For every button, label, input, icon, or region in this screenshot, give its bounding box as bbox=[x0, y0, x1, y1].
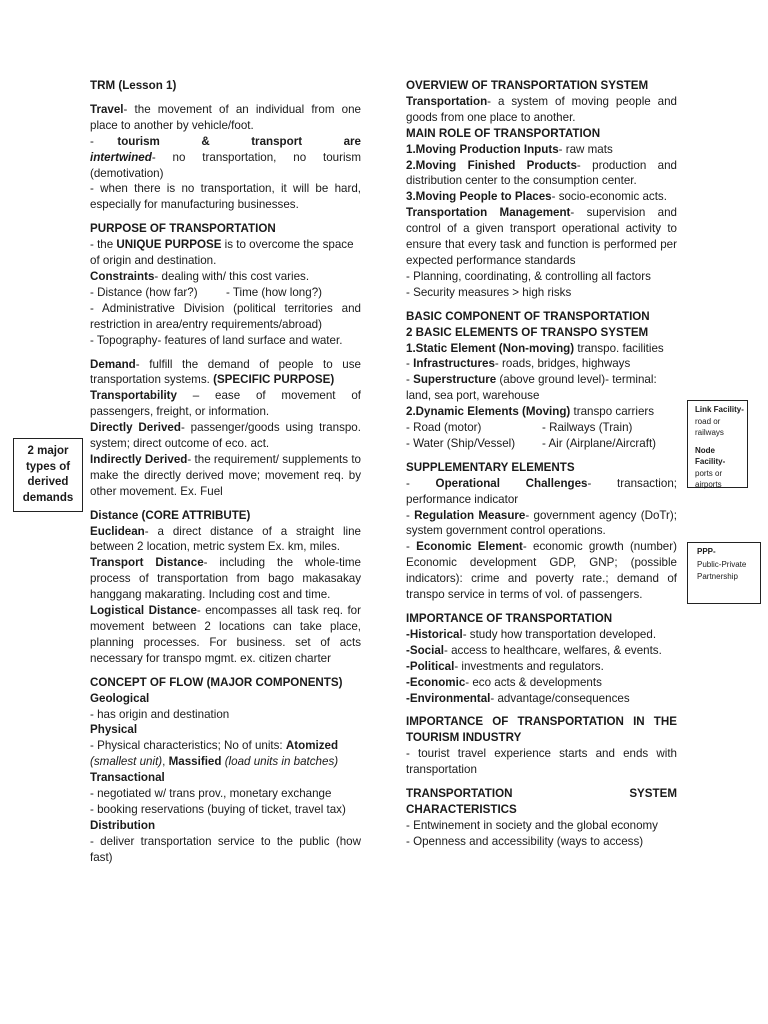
constraints-line: Constraints- dealing with/ this cost varies. bbox=[90, 269, 310, 283]
historical-line: -Historical- study how transportation developed. bbox=[406, 627, 657, 641]
management-line-1: - Planning, coordinating, & controlling all factors bbox=[406, 269, 651, 283]
role-1: 1.Moving Production Inputs- raw mats bbox=[406, 142, 613, 156]
transport-distance-definition: Transport Distance- including the whole-time process of transportation from bago makasakay hanggang makarating. Including cost and time. bbox=[90, 556, 361, 602]
link-facility-title: Link Facility- bbox=[695, 405, 744, 414]
facility-note-box bbox=[687, 400, 748, 488]
importance-title: IMPORTANCE OF TRANSPORTATION bbox=[406, 612, 613, 625]
topography-line: - Topography- features of land surface and water. bbox=[90, 333, 343, 347]
distance-title: Distance (CORE ATTRIBUTE) bbox=[90, 508, 251, 522]
role-3: 3.Moving People to Places- socio-economic acts. bbox=[406, 190, 667, 204]
transportation-definition: Transportation- a system of moving people and goods from one place to another. bbox=[406, 94, 677, 124]
static-element: 1.Static Element (Non-moving) transpo. facilities bbox=[406, 341, 664, 355]
two-elements-title: 2 BASIC ELEMENTS OF TRANSPO SYSTEM bbox=[406, 325, 649, 339]
economic-element: - Economic Element- economic growth (number) Economic development GDP, GNP; (possible indicators): crime and poverty rate.; demand of transpo service in terms of vol. of passengers. bbox=[406, 540, 677, 602]
environmental-line: -Environmental- advantage/consequences bbox=[406, 691, 630, 705]
transactional-line-1: - negotiated w/ trans prov., monetary exchange bbox=[90, 787, 332, 801]
indirectly-derived-definition: Indirectly Derived- the requirement/ supplements to make the directly derived move; movement req. by other movement. Ex. Fuel bbox=[90, 452, 362, 498]
transactional-line-2: - booking reservations (buying of ticket, travel tax) bbox=[90, 802, 346, 816]
water-air-line: - Water (Ship/Vessel) - Air (Airplane/Aircraft) bbox=[406, 436, 657, 450]
node-facility-def: ports or airports bbox=[695, 468, 723, 489]
dynamic-element: 2.Dynamic Elements (Moving) transpo carriers bbox=[406, 405, 655, 419]
travel-definition: Travel- the movement of an individual from one place to another by vehicle/foot. bbox=[90, 102, 361, 132]
supplementary-title: SUPPLEMENTARY ELEMENTS bbox=[406, 460, 575, 474]
admin-division-line: - Administrative Division (political territories and restriction in area/entry requirements/abroad) bbox=[90, 301, 361, 331]
demand-section bbox=[90, 357, 361, 500]
ppp-def: Public-Private Partnership bbox=[697, 559, 747, 581]
distribution-title: Distribution bbox=[90, 818, 156, 832]
ppp-title: PPP- bbox=[697, 547, 716, 556]
main-role-title: MAIN ROLE OF TRANSPORTATION bbox=[406, 126, 601, 140]
superstructure-line: - Superstructure (above ground level)- terminal: land, sea port, warehouse bbox=[406, 373, 657, 403]
tourism-importance-title: IMPORTANCE OF TRANSPORTATION IN THE TOURISM INDUSTRY bbox=[406, 715, 677, 745]
node-facility-title: Node Facility- bbox=[695, 445, 726, 466]
supplementary-section bbox=[406, 460, 677, 603]
distance-section bbox=[90, 508, 361, 667]
regulation-measure: - Regulation Measure- government agency (DoTr); system government control operations. bbox=[406, 508, 677, 538]
left-column bbox=[90, 78, 361, 874]
social-line: -Social- access to healthcare, welfares, & events. bbox=[406, 643, 662, 657]
role-2: 2.Moving Finished Products- production and distribution center to the consumption center. bbox=[406, 158, 677, 188]
derived-demands-note: 2 major types of derived demands bbox=[22, 445, 74, 504]
characteristics-title: TRANSPORTATION SYSTEM CHARACTERISTICS bbox=[406, 787, 677, 816]
travel-section bbox=[90, 102, 361, 213]
transactional-title: Transactional bbox=[90, 771, 165, 785]
geological-line: - has origin and destination bbox=[90, 707, 230, 721]
transportability-definition: Transportability – ease of movement of passengers, freight, or information. bbox=[90, 389, 361, 419]
road-rail-line: - Road (motor) - Railways (Train) bbox=[406, 421, 633, 435]
link-facility-def: road or railways bbox=[695, 416, 724, 437]
operational-challenges: - Operational Challenges- transaction; performance indicator bbox=[406, 476, 677, 506]
overview-title: OVERVIEW OF TRANSPORTATION SYSTEM bbox=[406, 79, 649, 92]
lesson-heading: TRM (Lesson 1) bbox=[90, 79, 177, 92]
travel-bullet-intertwined: - tourism & transport are intertwined- no transportation, no tourism (demotivation) bbox=[90, 134, 361, 180]
distribution-line: - deliver transportation service to the public (how fast) bbox=[90, 834, 361, 864]
economic-line: -Economic- eco acts & developments bbox=[406, 675, 602, 689]
characteristics-section bbox=[406, 786, 677, 850]
directly-derived-definition: Directly Derived- passenger/goods using transpo. system; direct outcome of eco. act. bbox=[90, 421, 361, 451]
tourism-line: - tourist travel experience starts and ends with transportation bbox=[406, 747, 677, 777]
infrastructures-line: - Infrastructures- roads, bridges, highways bbox=[406, 357, 631, 371]
geological-title: Geological bbox=[90, 691, 150, 705]
characteristics-line-1: - Entwinement in society and the global economy bbox=[406, 818, 658, 832]
logistical-distance-definition: Logistical Distance- encompasses all task req. for movement between 2 locations can take place, planning processes. For business. set of acts necessary for transpo mgmt. ex. citizen charter bbox=[90, 604, 361, 665]
derived-demands-note-box bbox=[13, 438, 83, 512]
flow-title: CONCEPT OF FLOW (MAJOR COMPONENTS) bbox=[90, 675, 343, 689]
political-line: -Political- investments and regulators. bbox=[406, 659, 604, 673]
physical-line: - Physical characteristics; No of units: Atomized (smallest unit), Massified (load units in batches) bbox=[90, 739, 339, 769]
physical-title: Physical bbox=[90, 723, 138, 737]
transport-management-definition: Transportation Management- supervision and control of a given transport operational activity to ensure that every task and function is performed per expected performance standards bbox=[406, 206, 677, 267]
purpose-title: PURPOSE OF TRANSPORTATION bbox=[90, 222, 276, 236]
purpose-section bbox=[90, 221, 361, 348]
lesson-heading-block bbox=[90, 78, 361, 94]
management-line-2: - Security measures > high risks bbox=[406, 285, 572, 299]
flow-section bbox=[90, 675, 361, 866]
basic-component-title: BASIC COMPONENT OF TRANSPORTATION bbox=[406, 309, 650, 323]
ppp-note-box bbox=[687, 542, 761, 604]
overview-section bbox=[406, 78, 677, 301]
tourism-importance-section bbox=[406, 714, 677, 778]
demand-definition: Demand- fulfill the demand of people to use transportation systems. (SPECIFIC PURPOSE) bbox=[90, 357, 361, 387]
right-column bbox=[406, 78, 677, 858]
distance-time-line: - Distance (how far?) - Time (how long?) bbox=[90, 285, 323, 299]
characteristics-line-2: - Openness and accessibility (ways to access) bbox=[406, 834, 644, 848]
travel-bullet-no-transport: - when there is no transportation, it will be hard, especially for manufacturing businesses. bbox=[90, 182, 361, 212]
basic-component-section bbox=[406, 309, 677, 452]
euclidean-definition: Euclidean- a direct distance of a straight line between 2 location, metric system Ex. km, miles. bbox=[90, 524, 361, 554]
unique-purpose-line: - the UNIQUE PURPOSE is to overcome the space of origin and destination. bbox=[90, 238, 354, 268]
importance-section bbox=[406, 611, 677, 706]
